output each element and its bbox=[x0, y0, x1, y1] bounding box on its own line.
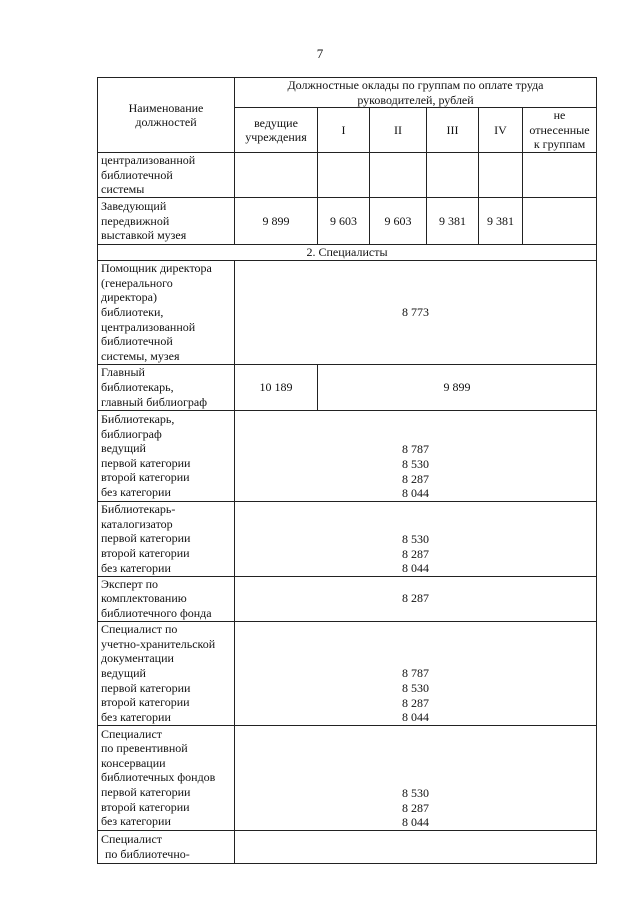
table-row bbox=[98, 621, 597, 725]
cell-values: 8 530 8 287 8 044 bbox=[235, 501, 597, 576]
table-header-row bbox=[98, 78, 597, 108]
section-title: 2. Специалисты bbox=[98, 245, 597, 261]
table-row bbox=[98, 198, 597, 245]
header-name-col: Наименование должностей bbox=[98, 78, 235, 153]
row-name: Специалист по библиотечно- bbox=[98, 830, 235, 863]
row-name: Специалист по превентивной консервации библиотечных фондов первой категории второй категории без категории bbox=[98, 725, 235, 830]
header-group-4: IV bbox=[479, 108, 523, 153]
table-row bbox=[98, 410, 597, 501]
table-row bbox=[98, 576, 597, 621]
row-name: Специалист по учетно-хранительской документации ведущий первой категории второй категории без категории bbox=[98, 621, 235, 725]
cell-value: 9 603 bbox=[370, 198, 427, 245]
cell-value: 9 603 bbox=[318, 198, 370, 245]
row-name: Библиотекарь, библиограф ведущий первой категории второй категории без категории bbox=[98, 410, 235, 501]
cell-value: 9 381 bbox=[479, 198, 523, 245]
cell-value: 9 381 bbox=[427, 198, 479, 245]
header-group-1: I bbox=[318, 108, 370, 153]
table-row bbox=[98, 153, 597, 198]
table-row bbox=[98, 364, 597, 410]
salary-table bbox=[97, 77, 597, 864]
cell-values: 8 787 8 530 8 287 8 044 bbox=[235, 621, 597, 725]
cell-values: 8 530 8 287 8 044 bbox=[235, 725, 597, 830]
cell-value: 8 287 bbox=[235, 576, 597, 621]
table-row bbox=[98, 830, 597, 863]
cell-value-other: 9 899 bbox=[318, 364, 597, 410]
cell-value-lead: 10 189 bbox=[235, 364, 318, 410]
header-group-3: III bbox=[427, 108, 479, 153]
table-row bbox=[98, 260, 597, 364]
table-row bbox=[98, 501, 597, 576]
table-row bbox=[98, 725, 597, 830]
header-group-none: не отнесенные к группам bbox=[523, 108, 597, 153]
row-name: Главный библиотекарь, главный библиограф bbox=[98, 364, 235, 410]
row-name: Помощник директора (генерального директора) библиотеки, централизованной библиотечной системы, музея bbox=[98, 260, 235, 364]
cell-value: 9 899 bbox=[235, 198, 318, 245]
row-name: Заведующий передвижной выставкой музея bbox=[98, 198, 235, 245]
row-name: централизованной библиотечной системы bbox=[98, 153, 235, 198]
header-group-2: II bbox=[370, 108, 427, 153]
header-salary-group: Должностные оклады по группам по оплате труда руководителей, рублей bbox=[235, 78, 597, 108]
cell-values: 8 787 8 530 8 287 8 044 bbox=[235, 410, 597, 501]
section-row bbox=[98, 245, 597, 261]
header-group-lead: ведущие учреждения bbox=[235, 108, 318, 153]
row-name: Библиотекарь- каталогизатор первой категории второй категории без категории bbox=[98, 501, 235, 576]
page-number: 7 bbox=[316, 46, 324, 61]
row-name: Эксперт по комплектованию библиотечного фонда bbox=[98, 576, 235, 621]
cell-value: 8 773 bbox=[235, 260, 597, 364]
